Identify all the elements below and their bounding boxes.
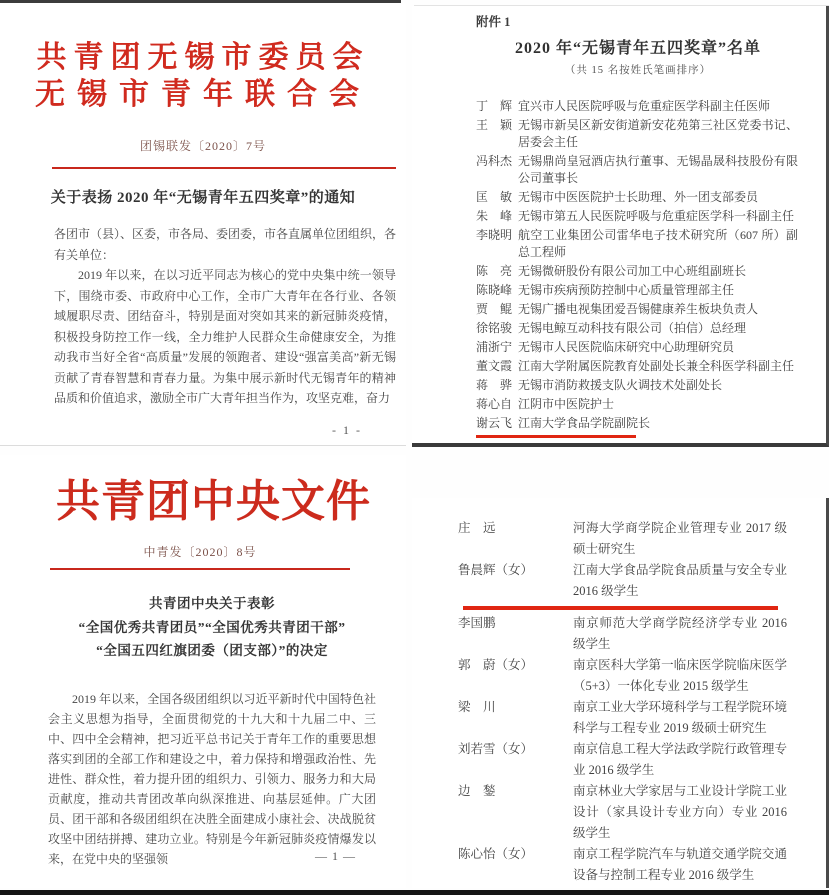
org-title-line1: 共青团无锡市委员会 (36, 41, 370, 74)
honoree-name: 庄 远 (458, 521, 496, 535)
awardee-name: 陈晓峰 (476, 283, 513, 297)
awardee-name: 谢云飞 (476, 416, 513, 430)
awardee-title: 江南大学食品学院副院长 (518, 416, 651, 430)
decision-body (48, 689, 376, 869)
list-row (476, 301, 800, 318)
notice-title: 关于表扬 2020 年“无锡青年五四奖章”的通知 (50, 190, 356, 206)
honoree-name: 李国鹏 (458, 616, 496, 630)
list-row (476, 189, 800, 206)
awardee-title: 江阴市中医院护士 (518, 397, 615, 411)
awardee-title: 无锡广播电视集团爱吾锡健康养生板块负责人 (518, 302, 759, 316)
scan-edge-line-top-left (0, 0, 401, 3)
page-number: — 1 — (315, 849, 356, 863)
list-row (458, 560, 788, 602)
notice-body (54, 224, 396, 409)
honoree-school: 河海大学商学院企业管理专业 2017 级硕士研究生 (573, 521, 787, 556)
list-row (476, 358, 800, 375)
honoree-name: 陈心怡（女） (458, 847, 534, 861)
list-row (458, 844, 788, 886)
list-row (458, 697, 788, 739)
issuing-org-title (0, 39, 406, 113)
awardee-title: 江南大学附属医院教育处副处长兼全科医学科副主任 (518, 359, 795, 373)
honoree-school: 南京师范大学商学院经济学专业 2016 级学生 (573, 616, 787, 651)
list-row (458, 518, 788, 560)
honoree-name: 刘若雪（女） (458, 742, 534, 756)
list-row (458, 613, 788, 655)
red-underline-emphasis (463, 606, 778, 610)
list-row (476, 415, 800, 432)
awardee-list (476, 98, 800, 438)
awardee-title: 无锡电鲸互动科技有限公司（拍信）总经理 (518, 321, 747, 335)
list-row (476, 396, 800, 413)
awardee-title: 无锡市中医医院护士长助理、外一团支部委员 (518, 190, 759, 204)
awardee-name: 朱 峰 (476, 209, 513, 223)
page-award-list (412, 6, 829, 447)
red-separator-line (50, 568, 350, 570)
list-row (476, 98, 800, 115)
awardee-name: 陈 亮 (476, 264, 513, 278)
honoree-school: 江南大学食品学院食品质量与安全专业 2016 级学生 (573, 563, 787, 598)
body-paragraph: 2019 年以来，在以习近平同志为核心的党中央集中统一领导下，围绕市委、市政府中心工作，全市广大青年在各行业、各领域履职尽责、团结奋斗，特别是面对突如其来的新冠肺炎疫情，积极投身防控工作一线，全力维护人民群众生命健康安全，为推动我市当好全省“高质量”发展的领跑者、建设“强富美高”新无锡贡献了青春智慧和青春力量。为集中展示新时代无锡青年的精神品质和价值追求，激励全市广大青年担当作为，攻坚克难，奋力 (54, 268, 396, 405)
awardee-name: 徐铭骏 (476, 321, 513, 335)
scan-edge-line-top-right (414, 5, 829, 6)
honoree-school: 南京工业大学环境科学与工程学院环境科学与工程专业 2019 级硕士研究生 (573, 700, 787, 735)
list-row (476, 227, 800, 261)
list-row (458, 781, 788, 844)
decision-title (48, 592, 376, 663)
org-title-line2: 无锡市青年联合会 (35, 78, 371, 111)
awardee-name: 贾 鲲 (476, 302, 513, 316)
honoree-name: 梁 川 (458, 700, 496, 714)
awardee-name: 蒋心自 (476, 397, 513, 411)
list-row (476, 117, 800, 151)
page-central-document (0, 455, 406, 888)
honoree-school: 南京林业大学家居与工业设计学院工业设计（家具设计专业方向）专业 2016 级学生 (573, 784, 787, 840)
awardee-name: 丁 辉 (476, 99, 513, 113)
attachment-label: 附件 1 (476, 15, 511, 29)
page-honoree-list (412, 498, 829, 888)
honoree-name: 郭 蔚（女） (458, 658, 534, 672)
list-row (476, 339, 800, 356)
list-row (458, 739, 788, 781)
awardee-title: 无锡鼎尚皇冠酒店执行董事、无锡晶晟科技股份有限公司董事长 (518, 154, 798, 185)
list-row (476, 282, 800, 299)
red-separator-line (52, 167, 396, 169)
list-row (476, 153, 800, 187)
decision-title-line2: “全国优秀共青团员”“全国优秀共青团干部” (78, 619, 346, 635)
awardee-name: 李晓明 (476, 228, 513, 242)
honoree-school: 南京医科大学第一临床医学院临床医学（5+3）一体化专业 2015 级学生 (573, 658, 787, 693)
list-row (476, 208, 800, 225)
scan-edge-line-bottom (0, 890, 829, 895)
honoree-school: 南京工程学院汽车与轨道交通学院交通设备与控制工程专业 2016 级学生 (573, 847, 787, 882)
awardee-title: 无锡市新吴区新安街道新安花苑第三社区党委书记、居委会主任 (518, 118, 798, 149)
awardee-name: 冯科杰 (476, 154, 513, 168)
list-row (476, 320, 800, 337)
awardee-name: 浦浙宁 (476, 340, 513, 354)
list-title: 2020 年“无锡青年五四奖章”名单 (514, 40, 761, 57)
awardee-title: 无锡市消防救援支队火调技术处副处长 (518, 378, 723, 392)
awardee-title: 航空工业集团公司雷华电子技术研究所（607 所）副总工程师 (518, 228, 798, 259)
document-number: 中青发〔2020〕8号 (143, 545, 257, 559)
awardee-name: 王 颖 (476, 118, 513, 132)
honoree-name: 鲁晨辉（女） (458, 563, 534, 577)
honoree-name: 边 鍫 (458, 784, 496, 798)
list-row (476, 263, 800, 280)
awardee-title: 无锡市人民医院临床研究中心助理研究员 (518, 340, 735, 354)
scan-edge-line-middle (0, 445, 406, 446)
page-wuxi-notice (0, 3, 406, 445)
honoree-school: 南京信息工程大学法政学院行政管理专业 2016 级学生 (573, 742, 787, 777)
list-row (476, 377, 800, 394)
list-subtitle: （共 15 名按姓氏笔画排序） (564, 65, 712, 76)
org-title-calligraphy: 共青团中央文件 (56, 477, 371, 526)
salutation: 各团市（县）、区委，市各局、委团委，市各直属单位团组织，各有关单位： (54, 227, 397, 262)
decision-title-line3: “全国五四红旗团委（团支部）”的决定 (96, 643, 328, 658)
awardee-title: 无锡市疾病预防控制中心质量管理部主任 (518, 283, 735, 297)
document-number: 团锡联发〔2020〕7号 (139, 139, 266, 153)
awardee-title: 无锡微研股份有限公司加工中心班组副班长 (518, 264, 747, 278)
awardee-name: 匡 敏 (476, 190, 513, 204)
red-underline-emphasis (476, 435, 636, 438)
decision-title-line1: 共青团中央关于表彰 (149, 596, 275, 611)
awardee-name: 董文霞 (476, 359, 513, 373)
awardee-title: 宜兴市人民医院呼吸与危重症医学科副主任医师 (518, 99, 771, 113)
awardee-title: 无锡市第五人民医院呼吸与危重症医学科一科副主任 (518, 209, 795, 223)
body-paragraph: 2019 年以来，全国各级团组织以习近平新时代中国特色社会主义思想为指导，全面贯彻党的十九大和十九届二中、三中、四中全会精神，把习近平总书记关于青年工作的重要思想落实到团的全部工作和建设之中，着力保持和增强政治性、先进性、群众性，着力提升团的组织力、引领力、服务力和大局贡献度，推动共青团改革向纵深推进、向基层延伸。广大团员、团干部和各级团组织在决胜全面建成小康社会、决战脱贫攻坚中团结拼搏、建功立业。特别是今年新冠肺炎疫情爆发以来，在党中央的坚强领 (48, 691, 376, 866)
awardee-name: 蒋 骅 (476, 378, 513, 392)
list-row (458, 655, 788, 697)
page-number: - 1 - (332, 423, 362, 437)
